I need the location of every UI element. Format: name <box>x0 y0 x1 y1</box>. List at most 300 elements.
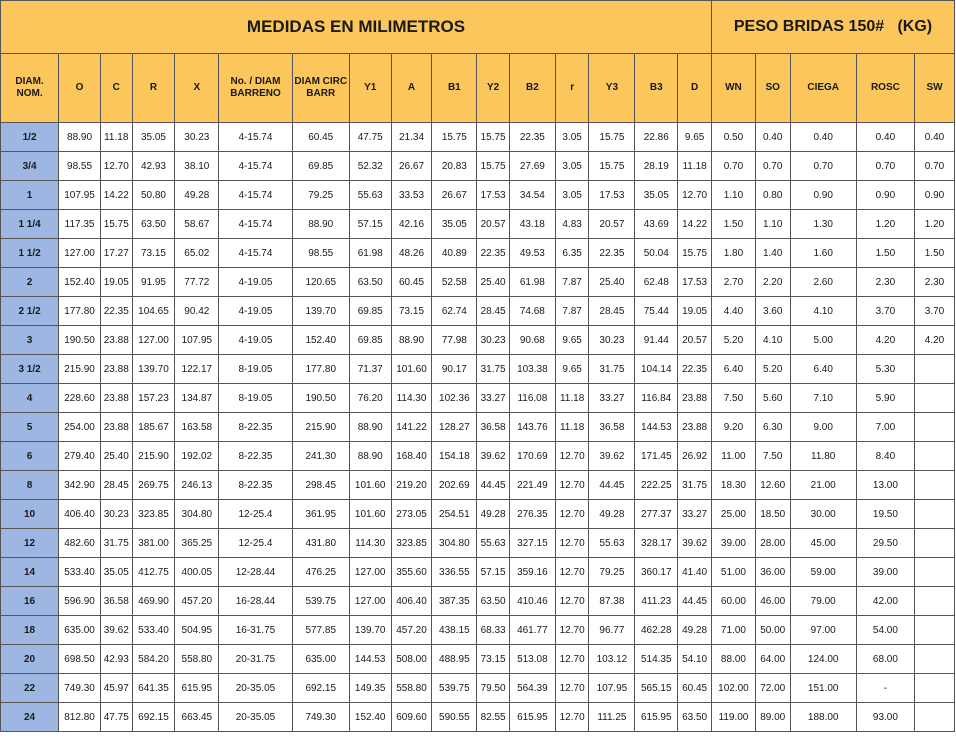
table-cell: 29.50 <box>856 529 914 558</box>
table-cell: 7.87 <box>555 297 589 326</box>
nominal-diameter-cell: 18 <box>1 616 59 645</box>
table-cell: 170.69 <box>509 442 555 471</box>
table-cell: 2.30 <box>856 268 914 297</box>
table-cell: 615.95 <box>509 703 555 732</box>
table-cell: 177.80 <box>59 297 101 326</box>
table-cell: 152.40 <box>292 326 349 355</box>
table-cell: 469.90 <box>132 587 175 616</box>
nominal-diameter-cell: 1 1/2 <box>1 239 59 268</box>
table-cell: 590.55 <box>432 703 477 732</box>
table-cell: 0.90 <box>856 181 914 210</box>
table-cell: 47.75 <box>349 123 391 152</box>
table-cell: 0.90 <box>914 181 954 210</box>
table-cell: 533.40 <box>132 616 175 645</box>
table-cell: 38.10 <box>175 152 219 181</box>
table-cell: 96.77 <box>589 616 635 645</box>
table-cell: 482.60 <box>59 529 101 558</box>
table-cell: 7.50 <box>712 384 756 413</box>
table-cell: 72.00 <box>755 674 790 703</box>
table-cell: 6.40 <box>712 355 756 384</box>
table-cell: 65.02 <box>175 239 219 268</box>
table-cell: 3.70 <box>856 297 914 326</box>
table-cell: 22.35 <box>589 239 635 268</box>
table-cell: 1.50 <box>712 210 756 239</box>
table-cell: 12.70 <box>555 703 589 732</box>
table-cell: 1.80 <box>712 239 756 268</box>
table-cell: 154.18 <box>432 442 477 471</box>
table-cell: 514.35 <box>635 645 678 674</box>
table-cell: 298.45 <box>292 471 349 500</box>
table-cell: 11.80 <box>790 442 856 471</box>
table-cell: 163.58 <box>175 413 219 442</box>
table-cell: 6.35 <box>555 239 589 268</box>
table-cell: 71.37 <box>349 355 391 384</box>
table-cell: 79.25 <box>589 558 635 587</box>
table-cell: 20.83 <box>432 152 477 181</box>
nominal-diameter-cell: 10 <box>1 500 59 529</box>
table-cell: 134.87 <box>175 384 219 413</box>
table-cell: 6.30 <box>755 413 790 442</box>
table-cell: 4-15.74 <box>219 181 292 210</box>
table-cell: 171.45 <box>635 442 678 471</box>
table-cell: 36.58 <box>477 413 510 442</box>
table-row <box>1 703 955 732</box>
table-cell: 1.20 <box>914 210 954 239</box>
table-cell <box>914 616 954 645</box>
table-cell: 215.90 <box>59 355 101 384</box>
table-cell: 15.75 <box>589 152 635 181</box>
nominal-diameter-cell: 2 1/2 <box>1 297 59 326</box>
table-cell: 114.30 <box>391 384 432 413</box>
table-cell: 12.70 <box>555 500 589 529</box>
column-header: r <box>555 54 589 123</box>
table-cell: 219.20 <box>391 471 432 500</box>
table-cell: 7.87 <box>555 268 589 297</box>
table-cell: 18.30 <box>712 471 756 500</box>
table-cell: 42.16 <box>391 210 432 239</box>
table-cell: 151.00 <box>790 674 856 703</box>
table-cell: 4.40 <box>712 297 756 326</box>
table-cell: - <box>856 674 914 703</box>
table-cell: 41.40 <box>678 558 712 587</box>
table-cell: 55.63 <box>589 529 635 558</box>
table-cell: 488.95 <box>432 645 477 674</box>
table-cell: 49.28 <box>477 500 510 529</box>
table-cell: 39.62 <box>678 529 712 558</box>
table-cell: 23.88 <box>100 384 132 413</box>
table-cell: 9.20 <box>712 413 756 442</box>
table-cell: 273.05 <box>391 500 432 529</box>
table-cell: 23.88 <box>678 384 712 413</box>
table-cell: 17.27 <box>100 239 132 268</box>
table-cell: 52.32 <box>349 152 391 181</box>
table-cell: 7.50 <box>755 442 790 471</box>
table-row <box>1 268 955 297</box>
table-cell: 3.05 <box>555 152 589 181</box>
table-cell: 25.40 <box>477 268 510 297</box>
table-cell: 88.90 <box>349 413 391 442</box>
table-cell: 43.69 <box>635 210 678 239</box>
table-cell: 28.45 <box>100 471 132 500</box>
table-cell: 36.00 <box>755 558 790 587</box>
table-cell: 116.08 <box>509 384 555 413</box>
table-cell: 254.00 <box>59 413 101 442</box>
table-cell: 55.63 <box>349 181 391 210</box>
table-cell: 44.45 <box>589 471 635 500</box>
table-cell: 17.53 <box>477 181 510 210</box>
table-cell: 40.89 <box>432 239 477 268</box>
table-cell: 26.92 <box>678 442 712 471</box>
table-cell: 63.50 <box>132 210 175 239</box>
table-cell: 23.88 <box>100 326 132 355</box>
table-cell: 35.05 <box>635 181 678 210</box>
table-cell <box>914 442 954 471</box>
table-cell: 12.70 <box>555 674 589 703</box>
table-cell: 615.95 <box>635 703 678 732</box>
table-cell: 139.70 <box>292 297 349 326</box>
nominal-diameter-cell: 8 <box>1 471 59 500</box>
table-cell: 119.00 <box>712 703 756 732</box>
table-cell: 19.05 <box>100 268 132 297</box>
table-cell: 202.69 <box>432 471 477 500</box>
table-cell: 4-19.05 <box>219 326 292 355</box>
table-cell: 1.50 <box>914 239 954 268</box>
table-cell: 12.70 <box>555 471 589 500</box>
table-cell: 1.10 <box>712 181 756 210</box>
table-cell: 127.00 <box>59 239 101 268</box>
table-cell: 20-35.05 <box>219 674 292 703</box>
table-row <box>1 674 955 703</box>
table-cell: 103.12 <box>589 645 635 674</box>
table-cell: 336.55 <box>432 558 477 587</box>
table-cell: 323.85 <box>132 500 175 529</box>
nominal-diameter-cell: 5 <box>1 413 59 442</box>
table-cell: 97.00 <box>790 616 856 645</box>
column-header: Y1 <box>349 54 391 123</box>
table-cell <box>914 355 954 384</box>
table-cell: 35.05 <box>432 210 477 239</box>
table-cell: 27.69 <box>509 152 555 181</box>
table-cell: 30.23 <box>589 326 635 355</box>
table-cell: 13.00 <box>856 471 914 500</box>
table-cell: 564.39 <box>509 674 555 703</box>
table-cell: 30.00 <box>790 500 856 529</box>
table-cell: 88.90 <box>349 442 391 471</box>
table-cell: 5.20 <box>755 355 790 384</box>
table-cell: 0.70 <box>856 152 914 181</box>
table-cell: 122.17 <box>175 355 219 384</box>
column-header: DIAM CIRC BARR <box>292 54 349 123</box>
table-cell: 12-25.4 <box>219 529 292 558</box>
table-cell: 508.00 <box>391 645 432 674</box>
table-cell: 17.53 <box>678 268 712 297</box>
table-cell: 68.00 <box>856 645 914 674</box>
table-cell: 64.00 <box>755 645 790 674</box>
table-cell: 461.77 <box>509 616 555 645</box>
table-cell: 539.75 <box>292 587 349 616</box>
table-cell: 749.30 <box>292 703 349 732</box>
table-cell: 49.28 <box>175 181 219 210</box>
column-header: Y3 <box>589 54 635 123</box>
table-cell: 15.75 <box>477 152 510 181</box>
table-cell: 279.40 <box>59 442 101 471</box>
table-cell: 22.35 <box>509 123 555 152</box>
column-header: WN <box>712 54 756 123</box>
table-cell: 88.90 <box>292 210 349 239</box>
table-row <box>1 326 955 355</box>
table-cell: 558.80 <box>175 645 219 674</box>
table-cell: 5.30 <box>856 355 914 384</box>
table-cell: 5.20 <box>712 326 756 355</box>
nominal-diameter-cell: 3 <box>1 326 59 355</box>
table-cell: 12.70 <box>555 558 589 587</box>
table-cell: 60.45 <box>292 123 349 152</box>
table-cell: 0.70 <box>712 152 756 181</box>
table-cell: 31.75 <box>589 355 635 384</box>
table-cell: 323.85 <box>391 529 432 558</box>
table-cell: 103.38 <box>509 355 555 384</box>
table-cell: 55.63 <box>477 529 510 558</box>
table-row <box>1 616 955 645</box>
title-medidas: MEDIDAS EN MILIMETROS <box>1 1 712 54</box>
nominal-diameter-cell: 14 <box>1 558 59 587</box>
table-cell: 101.60 <box>349 471 391 500</box>
table-row <box>1 645 955 674</box>
nominal-diameter-cell: 22 <box>1 674 59 703</box>
table-cell: 82.55 <box>477 703 510 732</box>
nominal-diameter-cell: 1 1/4 <box>1 210 59 239</box>
table-cell: 76.20 <box>349 384 391 413</box>
table-cell: 5.90 <box>856 384 914 413</box>
table-cell: 102.36 <box>432 384 477 413</box>
table-cell: 1.40 <box>755 239 790 268</box>
nominal-diameter-cell: 3 1/2 <box>1 355 59 384</box>
table-row <box>1 152 955 181</box>
table-cell: 23.88 <box>100 413 132 442</box>
table-cell: 410.46 <box>509 587 555 616</box>
table-cell: 16-31.75 <box>219 616 292 645</box>
table-cell: 15.75 <box>100 210 132 239</box>
table-cell: 36.58 <box>589 413 635 442</box>
table-cell: 91.95 <box>132 268 175 297</box>
table-cell: 141.22 <box>391 413 432 442</box>
nominal-diameter-cell: 3/4 <box>1 152 59 181</box>
column-header: D <box>678 54 712 123</box>
table-cell: 20-35.05 <box>219 703 292 732</box>
table-cell: 276.35 <box>509 500 555 529</box>
table-cell: 269.75 <box>132 471 175 500</box>
table-cell: 49.28 <box>678 616 712 645</box>
table-cell: 327.15 <box>509 529 555 558</box>
table-cell: 101.60 <box>349 500 391 529</box>
banner-row <box>1 1 955 54</box>
table-cell: 192.02 <box>175 442 219 471</box>
table-cell: 692.15 <box>292 674 349 703</box>
table-cell: 25.40 <box>589 268 635 297</box>
table-cell: 51.00 <box>712 558 756 587</box>
table-row <box>1 123 955 152</box>
column-header: DIAM. NOM. <box>1 54 59 123</box>
table-cell: 0.90 <box>790 181 856 210</box>
column-header: SO <box>755 54 790 123</box>
table-cell: 144.53 <box>349 645 391 674</box>
table-body <box>1 123 955 732</box>
table-cell: 431.80 <box>292 529 349 558</box>
table-cell: 12.70 <box>555 529 589 558</box>
table-cell: 15.75 <box>477 123 510 152</box>
table-cell: 4.10 <box>755 326 790 355</box>
table-cell: 381.00 <box>132 529 175 558</box>
table-row <box>1 587 955 616</box>
table-cell: 12.60 <box>755 471 790 500</box>
table-cell: 21.00 <box>790 471 856 500</box>
table-cell: 77.72 <box>175 268 219 297</box>
table-cell: 98.55 <box>59 152 101 181</box>
table-cell: 114.30 <box>349 529 391 558</box>
table-cell: 4.20 <box>856 326 914 355</box>
table-cell: 42.93 <box>100 645 132 674</box>
table-cell: 39.62 <box>100 616 132 645</box>
column-header: R <box>132 54 175 123</box>
table-cell: 7.10 <box>790 384 856 413</box>
table-cell: 663.45 <box>175 703 219 732</box>
column-header: CIEGA <box>790 54 856 123</box>
table-cell: 185.67 <box>132 413 175 442</box>
table-cell: 111.25 <box>589 703 635 732</box>
table-cell <box>914 674 954 703</box>
nominal-diameter-cell: 24 <box>1 703 59 732</box>
table-cell: 641.35 <box>132 674 175 703</box>
table-cell: 104.14 <box>635 355 678 384</box>
table-cell: 102.00 <box>712 674 756 703</box>
table-cell: 75.44 <box>635 297 678 326</box>
table-cell: 177.80 <box>292 355 349 384</box>
table-cell: 107.95 <box>589 674 635 703</box>
table-row <box>1 500 955 529</box>
table-cell: 20.57 <box>589 210 635 239</box>
table-cell: 71.00 <box>712 616 756 645</box>
table-cell: 8-22.35 <box>219 442 292 471</box>
table-cell: 19.05 <box>678 297 712 326</box>
table-cell: 190.50 <box>292 384 349 413</box>
table-cell: 28.45 <box>477 297 510 326</box>
table-cell: 39.62 <box>589 442 635 471</box>
table-cell: 31.75 <box>100 529 132 558</box>
table-cell: 222.25 <box>635 471 678 500</box>
table-cell: 8-19.05 <box>219 355 292 384</box>
column-header: No. / DIAM BARRENO <box>219 54 292 123</box>
table-cell: 411.23 <box>635 587 678 616</box>
table-cell: 52.58 <box>432 268 477 297</box>
table-cell: 0.70 <box>755 152 790 181</box>
table-cell: 116.84 <box>635 384 678 413</box>
title-peso: PESO BRIDAS 150# (KG) <box>712 1 955 54</box>
table-cell: 63.50 <box>349 268 391 297</box>
table-cell: 558.80 <box>391 674 432 703</box>
column-header: B3 <box>635 54 678 123</box>
table-cell: 117.35 <box>59 210 101 239</box>
nominal-diameter-cell: 1 <box>1 181 59 210</box>
table-cell: 73.15 <box>132 239 175 268</box>
table-cell: 35.05 <box>132 123 175 152</box>
table-cell: 3.60 <box>755 297 790 326</box>
column-header-row <box>1 54 955 123</box>
table-cell: 0.40 <box>755 123 790 152</box>
table-row <box>1 355 955 384</box>
nominal-diameter-cell: 4 <box>1 384 59 413</box>
table-cell: 69.85 <box>349 326 391 355</box>
table-cell: 406.40 <box>391 587 432 616</box>
table-cell: 50.00 <box>755 616 790 645</box>
table-cell: 18.50 <box>755 500 790 529</box>
table-cell: 168.40 <box>391 442 432 471</box>
table-cell: 14.22 <box>100 181 132 210</box>
table-row <box>1 471 955 500</box>
table-cell: 33.27 <box>589 384 635 413</box>
table-cell: 60.00 <box>712 587 756 616</box>
table-cell: 3.70 <box>914 297 954 326</box>
table-cell: 30.23 <box>175 123 219 152</box>
table-cell: 90.68 <box>509 326 555 355</box>
table-cell: 152.40 <box>349 703 391 732</box>
table-cell: 1.50 <box>856 239 914 268</box>
table-cell: 120.65 <box>292 268 349 297</box>
nominal-diameter-cell: 20 <box>1 645 59 674</box>
table-cell: 43.18 <box>509 210 555 239</box>
table-cell: 228.60 <box>59 384 101 413</box>
table-cell: 2.20 <box>755 268 790 297</box>
table-cell: 152.40 <box>59 268 101 297</box>
table-cell: 50.80 <box>132 181 175 210</box>
table-cell: 11.18 <box>100 123 132 152</box>
table-cell <box>914 703 954 732</box>
table-cell: 77.98 <box>432 326 477 355</box>
table-cell: 277.37 <box>635 500 678 529</box>
table-cell: 59.00 <box>790 558 856 587</box>
table-cell: 124.00 <box>790 645 856 674</box>
table-cell: 400.05 <box>175 558 219 587</box>
table-cell: 577.85 <box>292 616 349 645</box>
table-row <box>1 413 955 442</box>
table-cell: 11.00 <box>712 442 756 471</box>
table-row <box>1 442 955 471</box>
table-cell: 25.00 <box>712 500 756 529</box>
table-cell: 28.45 <box>589 297 635 326</box>
table-cell: 33.27 <box>477 384 510 413</box>
table-cell: 457.20 <box>175 587 219 616</box>
table-cell: 3.05 <box>555 181 589 210</box>
table-cell: 45.00 <box>790 529 856 558</box>
table-cell: 21.34 <box>391 123 432 152</box>
table-cell: 157.23 <box>132 384 175 413</box>
table-cell: 14.22 <box>678 210 712 239</box>
table-cell: 79.25 <box>292 181 349 210</box>
table-cell: 101.60 <box>391 355 432 384</box>
table-cell <box>914 529 954 558</box>
table-cell: 107.95 <box>59 181 101 210</box>
column-header: C <box>100 54 132 123</box>
table-cell: 149.35 <box>349 674 391 703</box>
table-cell: 5.60 <box>755 384 790 413</box>
table-cell: 4.83 <box>555 210 589 239</box>
table-cell: 22.35 <box>100 297 132 326</box>
table-cell: 49.28 <box>589 500 635 529</box>
table-cell: 4.10 <box>790 297 856 326</box>
table-cell <box>914 471 954 500</box>
table-cell: 139.70 <box>132 355 175 384</box>
table-cell: 20-31.75 <box>219 645 292 674</box>
table-cell: 62.74 <box>432 297 477 326</box>
